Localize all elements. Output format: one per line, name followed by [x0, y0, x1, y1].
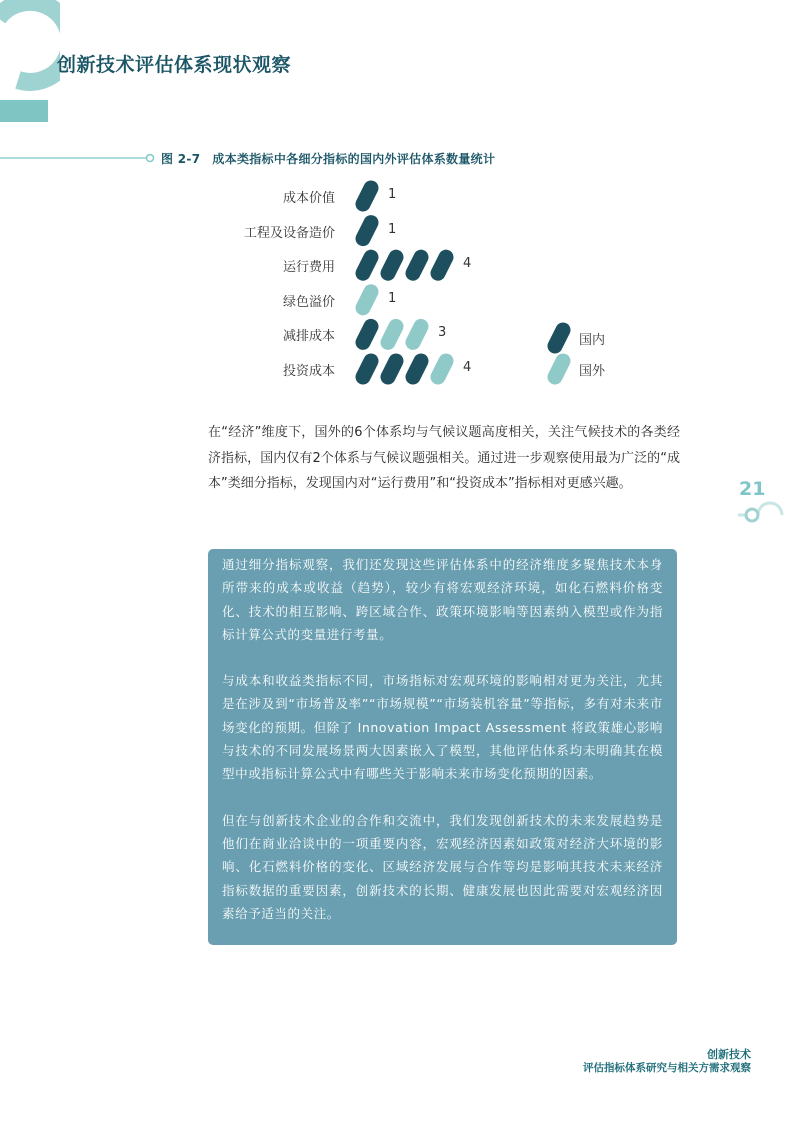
domestic-pill-mark	[413, 361, 421, 377]
domestic-pill-mark	[413, 257, 421, 273]
page-number-decoration	[738, 500, 793, 530]
chart-category-label: 减排成本	[282, 329, 335, 345]
chart-count-label: 4	[463, 360, 472, 375]
chart-count-label: 1	[388, 221, 397, 237]
chart-count-label: 3	[438, 325, 447, 341]
callout-paragraph-1: 通过细分指标观察，我们还发现这些评估体系中的经济维度多聚焦技术本身所带来的成本或收益（趋势），较少有将宏观经济环境，如化石燃料价格变化、技术的相互影响、跨区域合作、政策环境影响等因素纳入模型或作为指标计算公式的变量进行考量。	[222, 557, 663, 642]
legend-foreign-mark	[555, 361, 563, 377]
pictogram-chart	[0, 0, 793, 400]
figure-number: 图 2-7	[161, 152, 201, 166]
domestic-pill-mark	[363, 257, 371, 273]
footer-subtitle: 评估指标体系研究与相关方需求观察	[583, 1062, 751, 1074]
chart-count-label: 4	[463, 256, 472, 272]
legend-label: 国外	[579, 364, 606, 379]
chart-category-label: 绿色溢价	[282, 294, 335, 310]
foreign-pill-mark	[388, 326, 396, 342]
body-paragraph: 在“经济”维度下，国外的6个体系均与气候议题高度相关，关注气候技术的各类经济指标，国内仅有2个体系与气候议题强相关。通过进一步观察使用最为广泛的“成本”类细分指标，发现国内对“运行费用”和“投资成本”指标相对更感兴趣。	[208, 425, 680, 491]
figure-title: 成本类指标中各细分指标的国内外评估体系数量统计	[212, 152, 496, 166]
legend-label: 国内	[579, 333, 606, 348]
domestic-pill-mark	[363, 223, 371, 239]
chapter-title: 创新技术评估体系现状观察	[57, 54, 292, 76]
chart-category-label: 成本价值	[282, 191, 335, 206]
foreign-pill-mark	[363, 292, 371, 308]
callout-paragraph-3: 但在与创新技术企业的合作和交流中，我们发现创新技术的未来发展趋势是他们在商业洽谈中的一项重要内容，宏观经济因素如政策对经济大环境的影响、化石燃料价格的变化、区域经济发展与合作等均是影响其技术未来经济指标数据的重要因素，创新技术的长期、健康发展也因此需要对宏观经济因素给予适当的关注。	[222, 812, 663, 921]
domestic-pill-mark	[363, 188, 371, 204]
chart-count-label: 1	[388, 290, 397, 306]
domestic-pill-mark	[363, 361, 371, 377]
chart-category-label: 运行费用	[282, 260, 335, 276]
chart-canvas	[0, 0, 793, 400]
domestic-pill-mark	[438, 257, 446, 273]
foreign-pill-mark	[413, 326, 421, 342]
domestic-pill-mark	[363, 326, 371, 342]
chart-category-label: 工程及设备造价	[243, 225, 335, 241]
domestic-pill-mark	[388, 361, 396, 377]
legend-domestic-mark	[555, 330, 563, 346]
chart-category-label: 投资成本	[282, 364, 335, 379]
domestic-pill-mark	[388, 257, 396, 273]
chart-count-label: 1	[388, 187, 397, 202]
foreign-pill-mark	[438, 361, 446, 377]
footer-title: 创新技术	[707, 1048, 751, 1061]
callout-paragraph-2: 与成本和收益类指标不同，市场指标对宏观环境的影响相对更为关注，尤其是在涉及到“市场普及率”“市场规模”“市场装机容量”等指标，多有对未来市场变化的预期。但除了 Innovation Impact Assessment 将政策雄心影响与技术的不同发展场景两大因素嵌入了模型，其他评估体系均未明确其在模型中或指标计算公式中有哪些关于影响未来市场变化预期的因素。	[222, 673, 663, 782]
page-number: 21	[739, 478, 766, 500]
callout-box	[208, 549, 677, 945]
